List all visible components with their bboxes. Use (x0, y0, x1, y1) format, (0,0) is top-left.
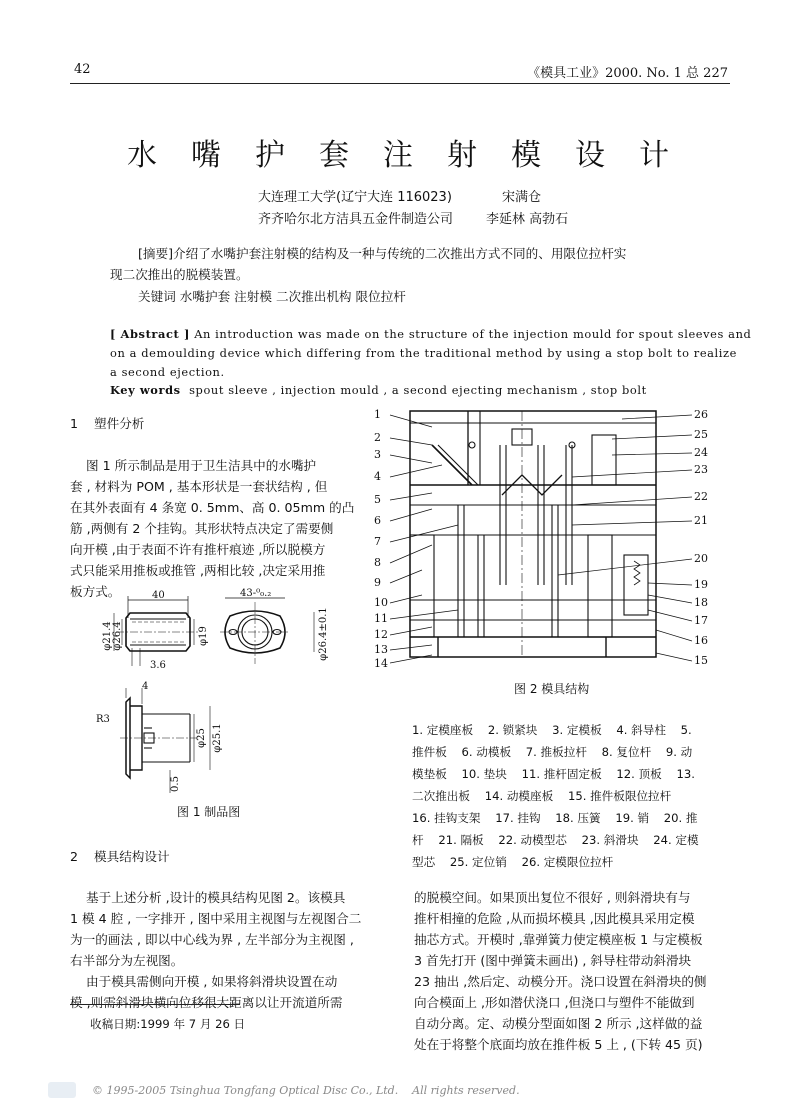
section2-right-line: 处在于将整个底面均放在推件板 5 上 , (下转 45 页) (414, 1037, 703, 1052)
section2-right-line: 的脱模空间。如果顶出复位不很好 , 则斜滑块有与 (414, 890, 691, 905)
part-label-left: 9 (374, 576, 381, 589)
journal-header: 《模具工业》2000. No. 1 总 227 (527, 66, 728, 81)
figure1-drawing (90, 588, 370, 803)
part-label-right: 15 (694, 654, 708, 667)
section2-left-line: 模 ,则需斜滑块横向位移很大距离以让开流道所需 (70, 995, 343, 1010)
part-label-right: 22 (694, 490, 708, 503)
abstract-en-line1 (110, 325, 751, 344)
part-label-left: 7 (374, 535, 381, 548)
affiliation-2: 齐齐哈尔北方洁具五金件制造公司 (258, 212, 454, 227)
dim-40: 40 (152, 590, 165, 601)
figure1-caption: 图 1 制品图 (177, 805, 241, 819)
page-number: 42 (74, 62, 91, 77)
part-label-right: 26 (694, 408, 708, 421)
keywords-en-text: spout sleeve , injection mould , a second ejecting mechanism , stop bolt (180, 383, 647, 397)
section2-left-line: 1 模 4 腔 , 一字排开 , 图中采用主视图与左视图合二 (70, 911, 362, 926)
part-label-right: 17 (694, 614, 708, 627)
section2-right-line: 23 抽出 ,然后定、动模分开。浇口设置在斜滑块的侧 (414, 974, 707, 989)
section1-line: 在其外表面有 4 条宽 0. 5mm、高 0. 05mm 的凸 (70, 500, 355, 515)
section2-heading: 2 模具结构设计 (70, 849, 170, 864)
part-label-right: 19 (694, 578, 708, 591)
section2-right-line: 自动分离。定、动模分型面如图 2 所示 ,这样做的益 (414, 1016, 703, 1031)
keywords-en-label: Key words (110, 383, 181, 397)
paper-title: 水嘴护套注射模设计 (127, 138, 703, 173)
section1-line: 板方式。 (70, 584, 121, 599)
part-label-right: 24 (694, 446, 708, 459)
part-label-left: 13 (374, 643, 388, 656)
keywords-en (110, 381, 647, 400)
section2-right-line: 3 首先打开 (图中弹簧未画出) , 斜导柱带动斜滑块 (414, 953, 692, 968)
dim-phi26-4-tol: φ26.4±0.1 (318, 607, 329, 661)
section1-heading: 1 塑件分析 (70, 416, 145, 431)
abstract-cn-line2: 现二次推出的脱模装置。 (110, 267, 249, 282)
part-label-left: 3 (374, 448, 381, 461)
author-names-1: 宋满仓 (502, 190, 542, 205)
legend-line: 模垫板 10. 垫块 11. 推杆固定板 12. 顶板 13. (412, 767, 695, 781)
dim-phi26-4: φ26.4 (112, 621, 123, 651)
footnote-rule (70, 1004, 240, 1005)
affiliation-1: 大连理工大学(辽宁大连 116023) (258, 190, 452, 205)
section2-right-line: 向合模面上 ,形如潜伏浇口 ,但浇口与塑件不能做到 (414, 995, 695, 1010)
section1-body (70, 434, 370, 602)
dim-phi25: φ25 (196, 728, 207, 748)
footnote-received: 收稿日期:1999 年 7 月 26 日 (90, 1017, 246, 1031)
section2-right-body (414, 866, 734, 1055)
legend-line: 1. 定模座板 2. 锁紧块 3. 定模板 4. 斜导柱 5. (412, 723, 692, 737)
header-rule (70, 83, 730, 84)
dim-43: 43-⁰₀.₂ (240, 588, 272, 599)
part-label-right: 21 (694, 514, 708, 527)
part-label-left: 5 (374, 493, 381, 506)
section1-line: 套 , 材料为 POM , 基本形状是一套状结构 , 但 (70, 479, 328, 494)
abstract-en-text1: An introduction was made on the structure of the injection mould for spout sleeves and (189, 327, 752, 341)
part-label-right: 16 (694, 634, 708, 647)
copyright-line: © 1995-2005 Tsinghua Tongfang Optical Disc Co., Ltd. All rights reserved. (92, 1084, 520, 1097)
part-label-left: 4 (374, 470, 381, 483)
figure2-legend (412, 697, 699, 873)
figure2-caption: 图 2 模具结构 (514, 682, 590, 696)
legend-line: 型芯 25. 定位销 26. 定模限位拉杆 (412, 855, 614, 869)
abstract-en-line2: on a demoulding device which differing from the traditional method by using a stop bolt to realize (110, 346, 737, 360)
section2-left-body (70, 866, 390, 1013)
abstract-en-label: [ Abstract ] (110, 327, 190, 341)
dim-phi25-1: φ25.1 (212, 723, 223, 753)
author-names-2: 李延林 高勃石 (486, 212, 569, 227)
dim-0-5: 0.5 (170, 776, 181, 792)
section2-right-line: 抽芯方式。开模时 ,靠弹簧力使定模座板 1 与定模板 (414, 932, 703, 947)
section2-left-line: 基于上述分析 ,设计的模具结构见图 2。该模具 (70, 890, 346, 905)
legend-line: 二次推出板 14. 动模座板 15. 推件板限位拉杆 (412, 789, 672, 803)
part-label-right: 23 (694, 463, 708, 476)
legend-line: 杆 21. 隔板 22. 动模型芯 23. 斜滑块 24. 定模 (412, 833, 699, 847)
part-label-left: 12 (374, 628, 388, 641)
legend-line: 推件板 6. 动模板 7. 推板拉杆 8. 复位杆 9. 动 (412, 745, 693, 759)
dim-3-6: 3.6 (150, 660, 166, 671)
part-label-right: 25 (694, 428, 708, 441)
part-label-left: 10 (374, 596, 388, 609)
abstract-en-line3: a second ejection. (110, 365, 225, 379)
section2-left-line: 右半部分为左视图。 (70, 953, 184, 968)
dim-4: 4 (142, 681, 149, 692)
part-label-left: 2 (374, 431, 381, 444)
section2-left-line: 由于模具需侧向开模 , 如果将斜滑块设置在动 (70, 974, 338, 989)
part-label-left: 8 (374, 556, 381, 569)
part-label-left: 11 (374, 612, 388, 625)
dim-phi21-4: φ21.4 (102, 621, 113, 651)
part-label-right: 18 (694, 596, 708, 609)
keywords-cn: 关键词 水嘴护套 注射模 二次推出机构 限位拉杆 (138, 289, 406, 304)
section1-line: 图 1 所示制品是用于卫生洁具中的水嘴护 (70, 458, 317, 473)
abstract-cn-line1: [摘要]介绍了水嘴护套注射模的结构及一种与传统的二次推出方式不同的、用限位拉杆实 (138, 246, 627, 261)
dim-phi19: φ19 (198, 626, 209, 646)
part-label-left: 14 (374, 657, 388, 670)
part-label-left: 1 (374, 408, 381, 421)
section1-line: 向开模 ,由于表面不许有推杆痕迹 ,所以脱模方 (70, 542, 326, 557)
legend-line: 16. 挂钩支架 17. 挂钩 18. 压簧 19. 销 20. 推 (412, 811, 698, 825)
part-label-right: 20 (694, 552, 708, 565)
figure2-drawing (372, 405, 712, 673)
section2-right-line: 推杆相撞的危险 ,从而损坏模具 ,因此模具采用定模 (414, 911, 695, 926)
part-label-left: 6 (374, 514, 381, 527)
section2-left-line: 为一的画法 , 即以中心线为界 , 左半部分为主视图 , (70, 932, 354, 947)
dim-r3: R3 (96, 714, 110, 725)
section1-line: 式只能采用推板或推管 ,两相比较 ,决定采用推 (70, 563, 326, 578)
publisher-logo-icon (48, 1082, 76, 1098)
section1-line: 筋 ,两侧有 2 个挂钩。其形状特点决定了需要侧 (70, 521, 334, 536)
